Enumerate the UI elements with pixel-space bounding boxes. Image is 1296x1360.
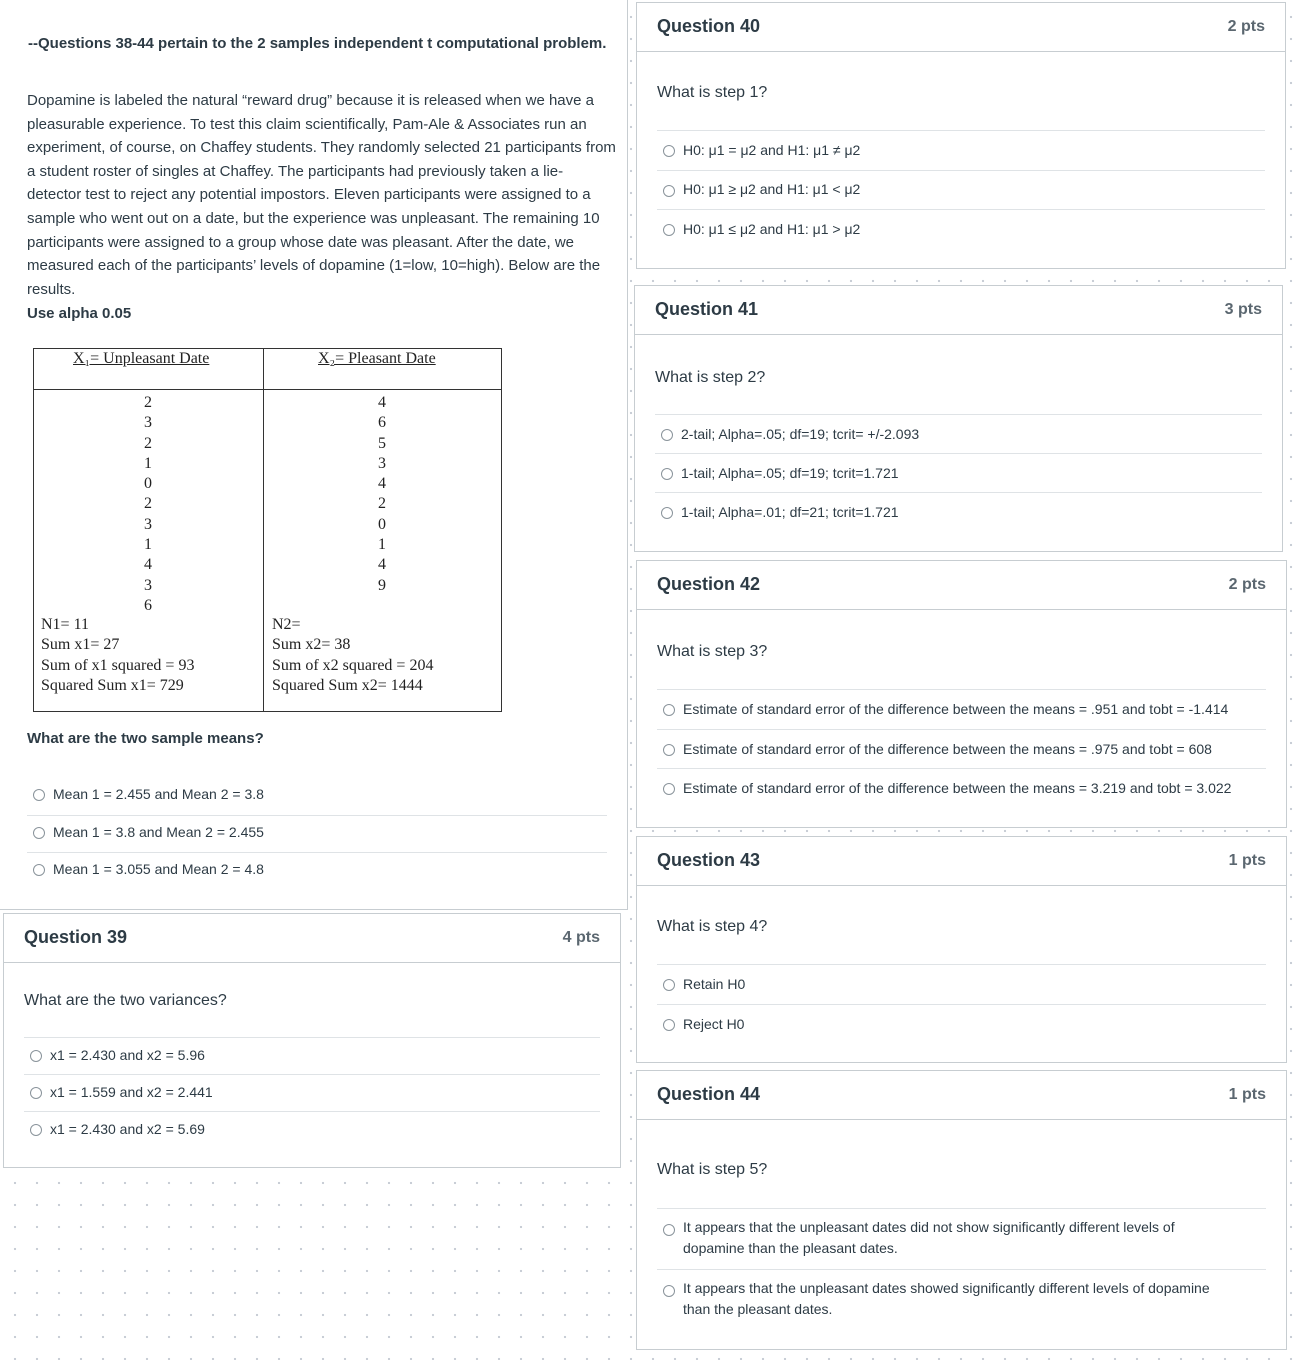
answer-label: 2-tail; Alpha=.05; df=19; tcrit= +/-2.093	[681, 426, 920, 442]
question-42-panel	[636, 560, 1287, 828]
table-divider	[263, 349, 264, 711]
question-44-panel	[636, 1070, 1287, 1350]
answer-label: H0: μ1 ≥ μ2 and H1: μ1 < μ2	[683, 181, 861, 197]
table-cell: 4	[378, 475, 386, 493]
intro-paragraph: Dopamine is labeled the natural “reward drug” because it is released when we have a pleasurable experience. To test this claim scientifically, Pam-Ale & Associates run an experiment, of course, on Chaffey students. They randomly selected 21 participants from a student roster of singles at Chaffey. The participants had previously taken a lie-detector test to reject any potential impostors. Eleven participants were assigned to a sample who went out on a date, but the experience was unpleasant. The remaining 10 participants were assigned to a group whose date was pleasant. After the date, we measured each of the participants’ levels of dopamine (1=low, 10=high). Below are the results.	[27, 92, 616, 298]
radio-button[interactable]	[663, 979, 675, 991]
table-divider	[34, 389, 501, 390]
col2-header: X₂= Pleasant Date	[318, 350, 436, 367]
table-summary-line: N2=	[272, 616, 301, 633]
table-cell: 1	[144, 454, 152, 472]
table-cell: 3	[144, 414, 152, 432]
table-summary-line: Sum of x1 squared = 93	[41, 656, 195, 674]
answer-option[interactable]	[24, 1074, 600, 1112]
question-40-panel	[636, 2, 1286, 269]
table-summary-line: Squared Sum x1= 729	[41, 676, 184, 694]
question-title: Question 42	[657, 574, 761, 594]
radio-button[interactable]	[30, 1124, 42, 1136]
answer-option[interactable]	[27, 779, 607, 815]
table-cell: 6	[144, 596, 152, 614]
col2-summary	[272, 615, 433, 696]
answer-label: x1 = 1.559 and x2 = 2.441	[50, 1084, 213, 1100]
answer-label: 1-tail; Alpha=.05; df=19; tcrit=1.721	[681, 465, 899, 481]
question-header	[4, 914, 620, 963]
answer-label: H0: μ1 ≤ μ2 and H1: μ1 > μ2	[683, 221, 861, 237]
question-header	[637, 837, 1286, 886]
answer-option[interactable]	[27, 815, 607, 853]
radio-button[interactable]	[661, 468, 673, 480]
radio-button[interactable]	[663, 744, 675, 756]
radio-button[interactable]	[33, 789, 45, 801]
answer-option[interactable]	[657, 170, 1265, 210]
question-points: 2 pts	[1228, 576, 1266, 593]
question-title: Question 39	[24, 927, 128, 947]
answer-option[interactable]	[24, 1111, 600, 1149]
table-cell: 3	[144, 576, 152, 594]
question-header	[637, 3, 1285, 52]
radio-button[interactable]	[663, 704, 675, 716]
question-points: 4 pts	[562, 929, 600, 946]
col1-header: X₁= Unpleasant Date	[73, 350, 210, 367]
question-header	[635, 286, 1282, 335]
table-summary-line: Sum x2= 38	[272, 636, 351, 654]
table-summary-line: Sum x1= 27	[41, 636, 120, 654]
answer-option[interactable]	[657, 689, 1266, 730]
answer-option[interactable]	[657, 729, 1266, 769]
answer-label: 1-tail; Alpha=.01; df=21; tcrit=1.721	[681, 504, 899, 520]
table-cell: 6	[378, 414, 386, 432]
table-cell: 4	[144, 556, 152, 574]
question-header	[637, 561, 1286, 610]
table-cell: 2	[144, 495, 152, 513]
table-cell: 9	[378, 576, 386, 594]
question-text: What are the two variances?	[24, 992, 227, 1009]
answer-label: Estimate of standard error of the difference between the means = .975 and tobt = 608	[683, 741, 1212, 757]
question-points: 3 pts	[1224, 301, 1262, 318]
question-points: 1 pts	[1228, 852, 1266, 869]
question-title: Question 43	[657, 850, 761, 870]
question-38-panel	[0, 0, 628, 910]
question-41-panel	[634, 285, 1283, 552]
table-cell: 4	[378, 556, 386, 574]
table-cell: 3	[378, 454, 386, 472]
table-cell: 1	[144, 536, 152, 554]
answer-option[interactable]	[657, 209, 1265, 250]
answer-option[interactable]	[657, 130, 1265, 171]
answer-option[interactable]	[657, 1208, 1266, 1270]
answer-label: It appears that the unpleasant dates showed significantly different levels of dopamine than the pleasant dates.	[683, 1280, 1210, 1317]
table-summary-line: Squared Sum x2= 1444	[272, 676, 423, 694]
table-cell: 0	[378, 515, 386, 533]
answer-label: Reject H0	[683, 1016, 745, 1032]
question-title: Question 41	[655, 299, 759, 319]
question-points: 1 pts	[1228, 1086, 1266, 1103]
table-summary-line: N1= 11	[41, 616, 89, 633]
radio-button[interactable]	[663, 1019, 675, 1031]
question-title: Question 40	[657, 16, 761, 36]
radio-button[interactable]	[661, 429, 673, 441]
question-38-text: What are the two sample means?	[27, 730, 264, 747]
table-summary-line: Sum of x2 squared = 204	[272, 656, 434, 674]
answer-label: Mean 1 = 3.8 and Mean 2 = 2.455	[53, 824, 264, 840]
radio-button[interactable]	[663, 1224, 675, 1236]
table-cell: 2	[378, 495, 386, 513]
answer-option[interactable]	[27, 852, 607, 890]
table-cell: 2	[144, 434, 152, 452]
question-points: 2 pts	[1227, 18, 1265, 35]
answer-option[interactable]	[655, 453, 1262, 493]
answer-option[interactable]	[655, 492, 1262, 532]
radio-button[interactable]	[30, 1087, 42, 1099]
answer-option[interactable]	[657, 768, 1266, 809]
question-39-panel	[3, 913, 621, 1168]
col2-values	[372, 393, 392, 596]
answer-option[interactable]	[657, 1004, 1266, 1044]
radio-button[interactable]	[33, 827, 45, 839]
question-header	[637, 1071, 1286, 1120]
answer-option[interactable]	[657, 964, 1266, 1005]
answer-option[interactable]	[657, 1269, 1266, 1331]
answer-label: Mean 1 = 2.455 and Mean 2 = 3.8	[53, 786, 264, 802]
table-cell: 5	[378, 434, 386, 452]
radio-button[interactable]	[663, 224, 675, 236]
answer-label: H0: μ1 = μ2 and H1: μ1 ≠ μ2	[683, 142, 861, 158]
answer-label: Mean 1 = 3.055 and Mean 2 = 4.8	[53, 861, 264, 877]
table-cell: 1	[378, 536, 386, 554]
answer-label: Retain H0	[683, 976, 746, 992]
question-text: What is step 3?	[657, 643, 768, 660]
question-43-panel	[636, 836, 1287, 1063]
question-title: Question 44	[657, 1084, 761, 1104]
col1-values	[138, 393, 158, 616]
radio-button[interactable]	[663, 185, 675, 197]
table-cell: 3	[144, 515, 152, 533]
question-text: What is step 4?	[657, 918, 768, 935]
col1-summary	[41, 615, 194, 696]
table-cell: 2	[144, 394, 152, 411]
radio-button[interactable]	[663, 145, 675, 157]
answer-option[interactable]	[24, 1037, 600, 1075]
answer-label: x1 = 2.430 and x2 = 5.96	[50, 1047, 205, 1063]
radio-button[interactable]	[30, 1050, 42, 1062]
question-text: What is step 1?	[657, 84, 768, 101]
radio-button[interactable]	[661, 507, 673, 519]
answer-label: x1 = 2.430 and x2 = 5.69	[50, 1121, 205, 1137]
table-cell: 4	[378, 394, 386, 411]
answer-label: Estimate of standard error of the difference between the means = .951 and tobt = -1.414	[683, 701, 1229, 717]
radio-button[interactable]	[663, 1285, 675, 1297]
answer-label: Estimate of standard error of the difference between the means = 3.219 and tobt = 3.022	[683, 780, 1232, 796]
question-text: What is step 2?	[655, 369, 766, 386]
intro-heading: --Questions 38-44 pertain to the 2 samples independent t computational problem.	[28, 35, 607, 52]
answer-option[interactable]	[655, 414, 1262, 454]
table-cell: 0	[144, 475, 152, 493]
radio-button[interactable]	[663, 783, 675, 795]
question-text: What is step 5?	[657, 1161, 768, 1178]
alpha-note: Use alpha 0.05	[27, 305, 132, 322]
radio-button[interactable]	[33, 864, 45, 876]
dopamine-data-table	[33, 348, 502, 712]
answer-label: It appears that the unpleasant dates did not show significantly different levels of dopamine than the pleasant dates.	[683, 1219, 1175, 1256]
